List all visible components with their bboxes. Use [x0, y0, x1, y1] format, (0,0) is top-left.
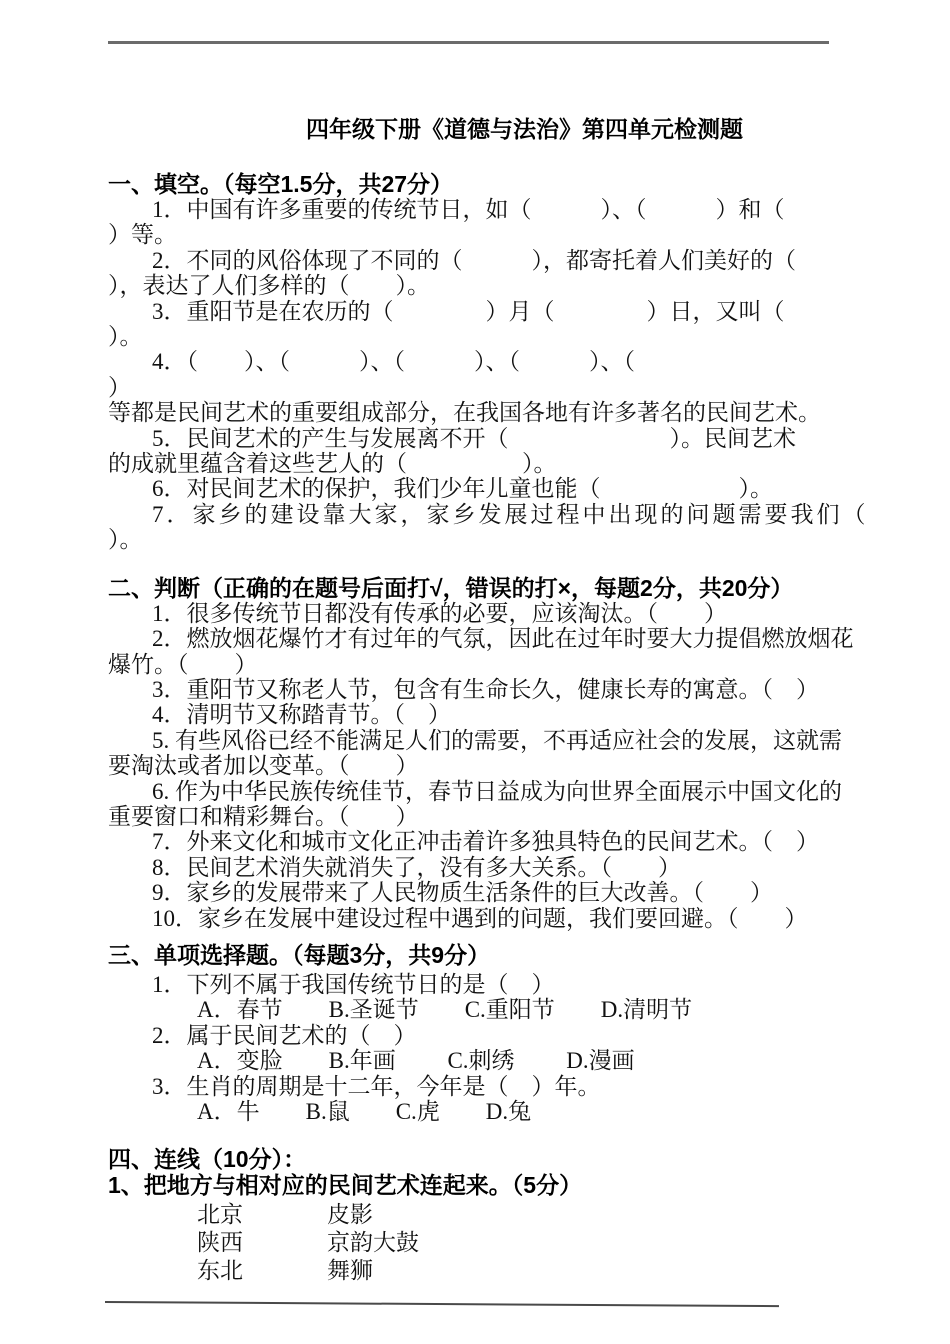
- judge-line: 5. 有些风俗已经不能满足人们的需要，不再适应社会的发展，这就需: [152, 727, 842, 753]
- connect-pair-row: [108, 1201, 845, 1229]
- judge-line: 3．重阳节又称老人节，包含有生命长久，健康长寿的寓意。（ ）: [152, 676, 819, 702]
- connect-subheading: 1、把地方与相对应的民间艺术连起来。（5分）: [108, 1172, 583, 1199]
- fill-line: 等都是民间艺术的重要组成部分，在我国各地有许多著名的民间艺术。: [108, 400, 821, 426]
- judge-line: 9．家乡的发展带来了人民物质生活条件的巨大改善。（ ）: [152, 880, 773, 906]
- fill-line: ）等。: [108, 222, 177, 248]
- fill-line: 6．对民间艺术的保护，我们少年儿童也能（ ）。: [152, 476, 773, 502]
- judge-line: 10．家乡在发展中建设过程中遇到的问题，我们要回避。（ ）: [152, 905, 808, 931]
- judge-line: 6. 作为中华民族传统佳节，春节日益成为向世界全面展示中国文化的: [152, 778, 842, 804]
- judge-line: 4．清明节又称踏青节。（ ）: [152, 702, 451, 728]
- section-choice-heading: 三、单项选择题。（每题3分，共9分）: [108, 941, 491, 968]
- fill-line: ）: [108, 374, 131, 400]
- connect-pair-row: [108, 1229, 845, 1257]
- art-label: 京韵大鼓: [327, 1230, 419, 1256]
- fill-line: 的成就里蕴含着这些艺人的（ ）。: [108, 451, 557, 477]
- choice-options-line: A．牛 B.鼠 C.虎 D.兔: [197, 1099, 532, 1124]
- section-connect-heading: 四、连线（10分）：: [108, 1146, 307, 1173]
- fill-line: 2．不同的风俗体现了不同的（ ），都寄托着人们美好的（: [152, 247, 796, 273]
- fill-line: ）。: [108, 324, 143, 350]
- section-fill-body: [108, 197, 869, 553]
- choice-options-line: A．春节 B.圣诞节 C.重阳节 D.清明节: [197, 997, 693, 1023]
- bottom-border-rule: [105, 1301, 779, 1307]
- page-title: 四年级下册《道德与法治》第四单元检测题: [306, 116, 743, 142]
- place-label: 东北: [197, 1258, 243, 1284]
- judge-line: 要淘汰或者加以变革。（ ）: [108, 753, 419, 779]
- fill-line: ）。: [108, 527, 143, 553]
- judge-line: 8．民间艺术消失就消失了，没有多大关系。（ ）: [152, 854, 681, 880]
- art-label: 舞狮: [327, 1258, 373, 1284]
- section-judge-heading: 二、判断（正确的在题号后面打√，错误的打×，每题2分，共20分）: [108, 574, 794, 601]
- choice-options-line: A．变脸 B.年画 C.刺绣 D.漫画: [197, 1048, 635, 1074]
- choice-question-line: 1．下列不属于我国传统节日的是（ ）: [152, 971, 555, 997]
- judge-line: 重要窗口和精彩舞台。（ ）: [108, 803, 419, 829]
- fill-line: 1．中国有许多重要的传统节日，如（ ）、（ ）和（: [152, 197, 785, 222]
- connect-pairs: [108, 1201, 845, 1285]
- choice-question-line: 2．属于民间艺术的（ ）: [152, 1022, 417, 1048]
- section-choice-body: [108, 972, 845, 1124]
- choice-question-line: 3．生肖的周期是十二年，今年是（ ）年。: [152, 1073, 601, 1099]
- place-label: 陕西: [197, 1230, 243, 1256]
- art-label: 皮影: [327, 1202, 373, 1228]
- section-judge-body: [108, 600, 854, 931]
- fill-line: 3．重阳节是在农历的（ ）月（ ）日，又叫（: [152, 298, 785, 324]
- place-label: 北京: [197, 1202, 243, 1228]
- judge-line: 2．燃放烟花爆竹才有过年的气氛，因此在过年时要大力提倡燃放烟花: [152, 626, 854, 652]
- fill-line: 4．（ ）、（ ）、（ ）、（ ）、（: [152, 349, 635, 375]
- connect-pair-row: [108, 1257, 845, 1285]
- judge-line: 1．很多传统节日都没有传承的必要，应该淘汰。（ ）: [152, 600, 727, 626]
- fill-line: 5．民间艺术的产生与发展离不开（ ）。民间艺术: [152, 425, 796, 451]
- judge-line: 7．外来文化和城市文化正冲击着许多独具特色的民间艺术。（ ）: [152, 829, 819, 855]
- section-fill-heading: 一、填空。（每空1.5分，共27分）: [108, 171, 454, 197]
- fill-line: 7．家乡的建设靠大家，家乡发展过程中出现的问题需要我们（: [152, 501, 869, 527]
- judge-line: 爆竹。（ ）: [108, 651, 258, 677]
- top-border-rule: [108, 41, 829, 44]
- fill-line: ），表达了人们多样的（ ）。: [108, 273, 430, 299]
